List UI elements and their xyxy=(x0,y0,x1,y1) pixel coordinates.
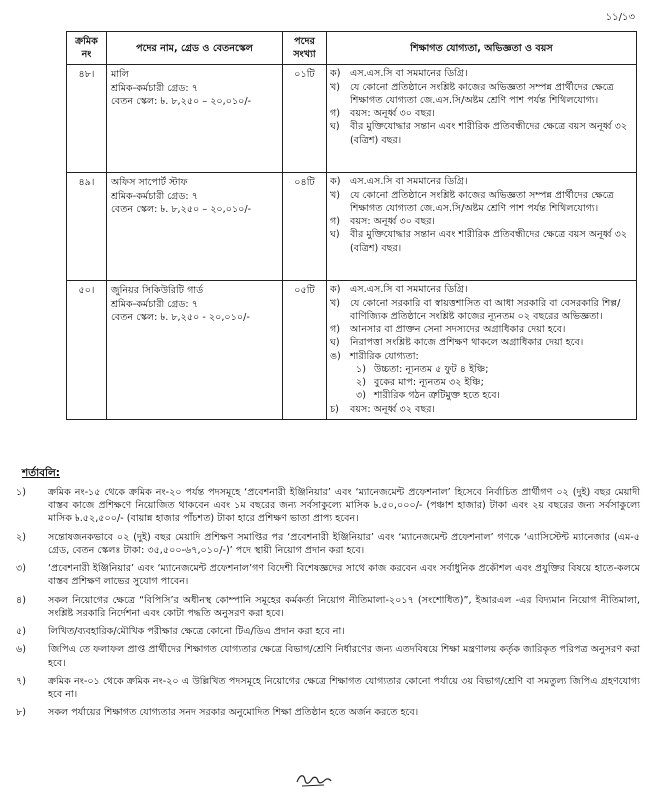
condition-text: ক্রমিক নং-০১ থেকে ক্রমিক নং-২০ এ উল্লিখিত পদসমূহে নিয়োগের ক্ষেত্রে শিক্ষাগত যোগ্যতার কোনো পর্যায়ে ৩য় বিভাগ/শ্রেণি বা সমতুল্য জিপিএ গ্রহণযোগ্য হবে না। xyxy=(48,675,640,701)
post-grade: শ্রমিক-কর্মচারী গ্রেড: ৭ xyxy=(111,298,198,310)
row-serial: ৪৯। xyxy=(67,173,107,281)
condition-item xyxy=(12,625,640,638)
condition-number: ৮) xyxy=(16,707,26,719)
row-serial: ৫০। xyxy=(67,281,107,419)
conditions-list xyxy=(12,486,640,725)
qualification-item xyxy=(330,297,632,323)
qualification-text: বয়স: অনূর্ধ্ব ৩২ বছর। xyxy=(350,403,435,415)
physical-requirement-num: ৩) xyxy=(356,390,366,402)
condition-text: সকল নিয়োগের ক্ষেত্রে “বিপিসি’র অধীনস্থ কোম্পানি সমূহের কর্মকর্তা নিয়োগ নীতিমালা-২০১৭ (সংশোধিত)”, ইআরএল -এর বিদ্যমান নিয়োগ নীতিমালা, সংশ্লিষ্ট সরকারি নির্দেশনা এবং কোটা পদ্ধতি অনুসরণ করা হবে। xyxy=(48,594,640,619)
post-count: ০৫টি xyxy=(283,281,327,419)
post-grade: শ্রমিক-কর্মচারী গ্রেড: ৭ xyxy=(111,82,198,94)
post-name: জুনিয়র সিকিউরিটি গার্ড xyxy=(111,285,204,297)
post-count: ০৪টি xyxy=(283,173,327,281)
physical-requirement xyxy=(350,363,632,376)
qualification-text: এস.এস.সি বা সমমানের ডিগ্রি। xyxy=(350,284,468,296)
qualification-text: যে কোনো সরকারি বা স্বায়ত্তশাসিত বা আধা সরকারি বা বেসরকারি শিল্প/বাণিজ্যিক প্রতিষ্ঠানে সংশ্লিষ্ট কাজের ন্যূনতম ০২ বছরের অভিজ্ঞতা। xyxy=(350,297,621,322)
qualification-cell xyxy=(327,281,637,419)
header-count: পদের সংখ্যা xyxy=(283,32,327,65)
condition-item xyxy=(12,594,640,620)
qualification-text: আনসার বা প্রাক্তন সেনা সদস্যদের অগ্রাধিকার দেয়া হবে। xyxy=(350,324,566,336)
condition-text: লিখিত/ব্যবহারিক/মৌখিক পরীক্ষার ক্ষেত্রে কোনো টিএ/ডিএ প্রদান করা হবে না। xyxy=(48,626,345,638)
qualification-mark: গ) xyxy=(330,108,341,120)
table-row xyxy=(67,281,637,419)
qualification-mark: গ) xyxy=(330,324,341,336)
post-cell xyxy=(107,65,283,173)
qualification-item xyxy=(330,67,632,80)
page-number: ১১/১৩ xyxy=(605,12,635,23)
table-row xyxy=(67,173,637,281)
posts-table xyxy=(66,31,637,420)
qualification-text: এস.এস.সি বা সমমানের ডিগ্রি। xyxy=(350,176,468,188)
condition-item xyxy=(12,531,640,557)
row-serial: ৪৮। xyxy=(67,65,107,173)
qualification-item xyxy=(330,228,632,254)
post-grade: শ্রমিক-কর্মচারী গ্রেড: ৭ xyxy=(111,190,198,202)
condition-text: জিপিএ তে ফলাফল প্রাপ্ত প্রার্থীদের শিক্ষাগত যোগ্যতার ক্ষেত্রে বিভাগ/শ্রেণি নির্ধারণের জন্য এতদবিষয়ে শিক্ষা মন্ত্রণালয় কর্তৃক জারিকৃত পরিপত্র অনুসরণ করা হবে। xyxy=(48,644,640,669)
qualification-mark: চ) xyxy=(330,403,339,415)
qualification-text: বয়স: অনূর্ধ্ব ৩০ বছর। xyxy=(350,216,435,228)
condition-item xyxy=(12,675,640,701)
condition-item xyxy=(12,486,640,526)
qualification-text: বীর মুক্তিযোদ্ধার সন্তান এবং শারীরিক প্রতিবন্ধীদের ক্ষেত্রে বয়স অনূর্ধ্ব ৩২ (বত্রিশ) বছর। xyxy=(350,121,628,146)
post-cell xyxy=(107,173,283,281)
condition-number: ১) xyxy=(16,487,26,498)
condition-number: ৩) xyxy=(16,563,26,575)
qualification-text: এস.এস.সি বা সমমানের ডিগ্রি। xyxy=(350,68,468,80)
post-pay-scale: বেতন স্কেল: ৳. ৮,২৫০ - ২০,০১০/- xyxy=(111,311,250,323)
post-pay-scale: বেতন স্কেল: ৳. ৮,২৫০ – ২০,০১০/- xyxy=(111,203,252,215)
qualification-item xyxy=(330,336,632,349)
qualification-text: যে কোনো প্রতিষ্ঠানে সংশ্লিষ্ট কাজের অভিজ্ঞতা সম্পন্ন প্রার্থীদের ক্ষেত্রে শিক্ষাগত যোগ্যতা জে.এস.সি/অষ্টম শ্রেণি পাশ পর্যন্ত শিথিলযোগ্য। xyxy=(350,189,614,214)
condition-number: ২) xyxy=(16,531,26,543)
post-count: ০১টি xyxy=(283,65,327,173)
table-header-row xyxy=(67,32,637,65)
qualification-mark: ক) xyxy=(330,68,341,80)
qualification-cell xyxy=(327,173,637,281)
qualification-mark: ঘ) xyxy=(330,337,340,349)
qualification-item xyxy=(330,403,632,416)
post-name: অফিস সাপোর্ট স্টাফ xyxy=(111,177,188,189)
condition-number: ৭) xyxy=(16,675,26,687)
physical-requirement xyxy=(350,389,632,402)
physical-requirements-list xyxy=(330,363,632,403)
qualification-mark: ঘ) xyxy=(330,229,340,241)
condition-number: ৫) xyxy=(16,626,26,638)
post-cell xyxy=(107,281,283,419)
qualification-item xyxy=(330,215,632,228)
qualification-text: বয়স: অনূর্ধ্ব ৩০ বছর। xyxy=(350,108,435,120)
physical-requirement-text: বুকের মাপ: ন্যূনতম ৩২ ইঞ্চি; xyxy=(374,377,484,389)
qualification-mark: গ) xyxy=(330,216,341,228)
condition-text: ‘প্রবেশনারী ইঞ্জিনিয়ার’ এবং ‘ম্যানেজমেন্ট প্রফেশনাল’গণ বিদেশী বিশেষজ্ঞদের সাথে কাজ করবেন এবং সর্বাধুনিক প্রকৌশল এবং প্রযুক্তির বিষয়ে হাতে-কলমে বাস্তব প্রশিক্ষণ লাভের সুযোগ পাবেন। xyxy=(48,563,640,588)
qualification-item xyxy=(330,350,632,363)
qualification-item xyxy=(330,81,632,107)
qualification-mark: ক) xyxy=(330,176,341,188)
condition-text: সকল পর্যায়ের শিক্ষাগত যোগ্যতার সনদ সরকার অনুমোদিত শিক্ষা প্রতিষ্ঠান হতে অর্জন করতে হবে। xyxy=(48,707,419,719)
signature-mark xyxy=(294,768,334,790)
post-pay-scale: বেতন স্কেল: ৳. ৮,২৫০ – ২০,০১০/- xyxy=(111,95,252,107)
qualification-item xyxy=(330,283,632,296)
conditions-heading: শর্তাবলি: xyxy=(22,467,61,479)
qualification-cell xyxy=(327,65,637,173)
qualification-mark: খ) xyxy=(330,297,341,309)
physical-requirement-num: ১) xyxy=(356,363,366,375)
header-post: পদের নাম, গ্রেড ও বেতনস্কেল xyxy=(107,32,283,65)
condition-item xyxy=(12,562,640,588)
condition-number: ৬) xyxy=(16,644,26,656)
condition-text: সন্তোষজনকভাবে ০২ (দুই) বছর মেয়াদি প্রশিক্ষণ সমাপ্তির পর ‘প্রবেশনারী ইঞ্জিনিয়ার’ এবং ‘ম্যানেজমেন্ট প্রফেশনাল’ গণকে ‘এ্যাসিস্টেন্ট ম্যানেজার (এম-৫ গ্রেড, বেতন স্কেলঃ টাকা: ৩৫,৫০০-৬৭,০১০/-)’ পদে স্থায়ী নিয়োগ প্রদান করা হবে। xyxy=(48,531,640,556)
physical-requirement-text: শারীরিক গঠন ত্রুটিমুক্ত হতে হবে। xyxy=(374,390,500,402)
qualification-text: বীর মুক্তিযোদ্ধার সন্তান এবং শারীরিক প্রতিবন্ধীদের ক্ষেত্রে বয়স অনূর্ধ্ব ৩২ (বত্রিশ) বছর। xyxy=(350,229,628,254)
physical-requirement-num: ২) xyxy=(356,377,366,389)
condition-item xyxy=(12,643,640,669)
physical-requirement-text: উচ্চতা: ন্যূনতম ৫ ফুট ৪ ইঞ্চি; xyxy=(374,363,489,375)
qualification-mark: ক) xyxy=(330,284,341,296)
qualification-text: যে কোনো প্রতিষ্ঠানে সংশ্লিষ্ট কাজের অভিজ্ঞতা সম্পন্ন প্রার্থীদের ক্ষেত্রে শিক্ষাগত যোগ্যতা জে.এস.সি/অষ্টম শ্রেণি পাশ পর্যন্ত শিথিলযোগ্য। xyxy=(350,81,614,106)
qualification-mark: খ) xyxy=(330,81,341,93)
physical-requirement xyxy=(350,376,632,389)
table-row xyxy=(67,65,637,173)
qualification-item xyxy=(330,120,632,146)
header-serial: ক্রমিক নং xyxy=(67,32,107,65)
post-name: মালি xyxy=(111,69,130,81)
qualification-mark: ঙ) xyxy=(330,350,341,362)
qualification-item xyxy=(330,323,632,336)
header-qualification: শিক্ষাগত যোগ্যতা, অভিজ্ঞতা ও বয়স xyxy=(327,32,637,65)
qualification-item xyxy=(330,175,632,188)
condition-number: ৪) xyxy=(16,594,26,606)
qualification-item xyxy=(330,189,632,215)
qualification-text: নিরাপত্তা সংশ্লিষ্ট কাজে প্রশিক্ষণ থাকলে অগ্রাধিকার দেয়া হবে। xyxy=(350,337,584,349)
condition-text: ক্রমিক নং-১৫ থেকে ক্রমিক নং-২০ পর্যন্ত পদসমূহে ‘প্রবেশনারী ইঞ্জিনিয়ার’ এবং ‘ম্যানেজমেন্ট প্রফেশনাল’ হিসেবে নির্বাচিত প্রার্থীগণ ০২ (দুই) বছর মেয়াদী বাস্তব কাজে প্রশিক্ষণে নিয়োজিত থাকবেন এবং ১ম বছরের জন্য সর্বসাকুল্যে মাসিক ৳.৫০,০০০/- (পঞ্চাশ হাজার) টাকা এবং ২য় বছরের জন্য সর্বসাকুল্যে মাসিক ৳.৫২,৫০০/- (বায়ান্ন হাজার পাঁচশত) টাকা হারে প্রশিক্ষণ ভাতা প্রাপ্য হবেন। xyxy=(48,487,640,525)
qualification-mark: খ) xyxy=(330,189,341,201)
qualification-item xyxy=(330,107,632,120)
condition-item xyxy=(12,706,640,719)
qualification-mark: ঘ) xyxy=(330,121,340,133)
qualification-text: শারীরিক যোগ্যতা: xyxy=(350,350,419,362)
